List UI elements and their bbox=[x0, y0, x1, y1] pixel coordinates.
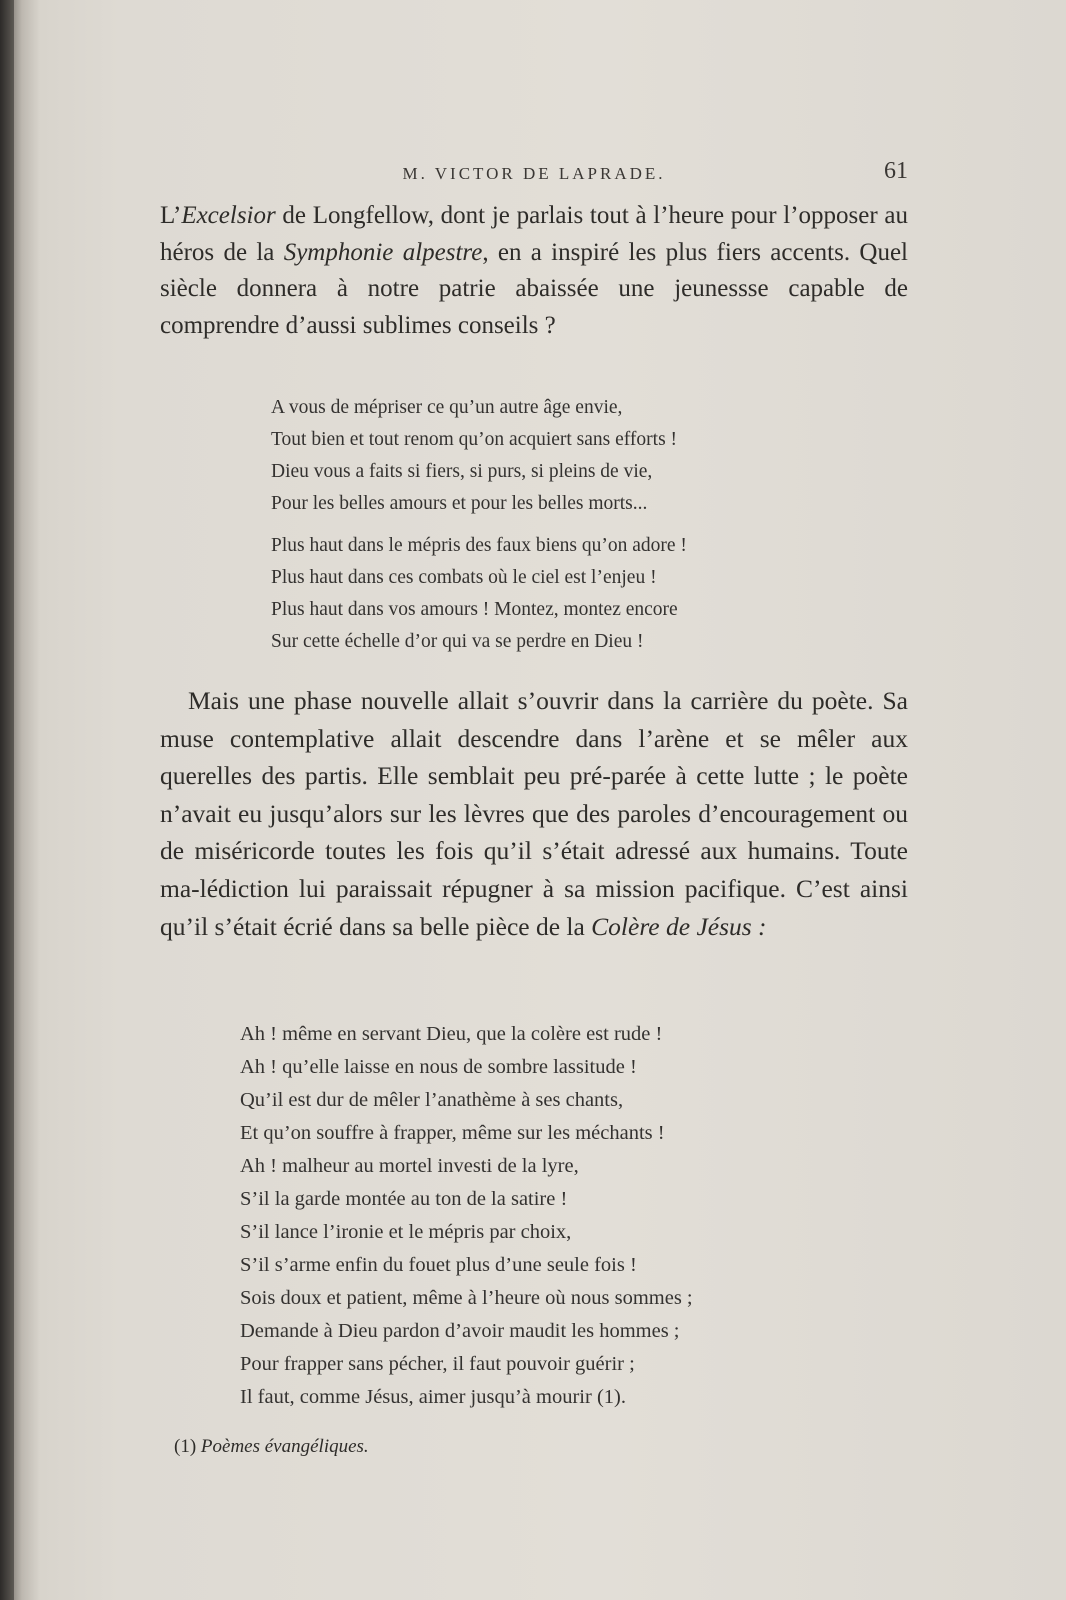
verse-line: S’il s’arme enfin du fouet plus d’une seule fois ! bbox=[240, 1254, 637, 1276]
verse-line: S’il lance l’ironie et le mépris par choix, bbox=[240, 1221, 572, 1243]
verse-line: Et qu’on souffre à frapper, même sur les méchants ! bbox=[240, 1122, 665, 1144]
paragraph-1-text-b: de Longfellow, dont je parlais tout à l’heure pour l’opposer au héros de la bbox=[160, 202, 908, 266]
stanza-2 bbox=[271, 530, 687, 658]
verse-line: Demande à Dieu pardon d’avoir maudit les hommes ; bbox=[240, 1320, 680, 1342]
verse-line: Pour frapper sans pécher, il faut pouvoir guérir ; bbox=[240, 1353, 635, 1375]
verse-line: Pour les belles amours et pour les belles morts... bbox=[271, 493, 648, 514]
paragraph-2-text: Mais une phase nouvelle allait s’ouvrir dans la carrière du poète. Sa muse contemplative allait descendre dans l’arène et se mêler aux querelles des partis. Elle semblait peu pré-parée à cette lutte ; le poète n’avait eu jusqu’alors sur les lèvres que des paroles d’encouragement ou de miséricorde toutes les fois qu’il s’était adressé aux humains. Toute ma-lédiction lui paraissait répugner à sa mission pacifique. C’est ainsi qu’il s’était écrié dans sa belle pièce de la bbox=[160, 686, 908, 941]
spine-shadow bbox=[0, 0, 14, 1600]
paragraph-1-text-a: L’ bbox=[160, 202, 182, 229]
verse-line: Plus haut dans vos amours ! Montez, montez encore bbox=[271, 599, 678, 620]
verse-line: Sois doux et patient, même à l’heure où nous sommes ; bbox=[240, 1287, 693, 1309]
title-excelsior: Excelsior bbox=[181, 202, 276, 229]
verse-line: Ah ! même en servant Dieu, que la colère est rude ! bbox=[240, 1023, 663, 1045]
verse-line: Dieu vous a faits si fiers, si purs, si pleins de vie, bbox=[271, 461, 653, 482]
verse-line: Plus haut dans le mépris des faux biens qu’on adore ! bbox=[271, 535, 687, 556]
stanza-3 bbox=[240, 1018, 693, 1414]
verse-line: S’il la garde montée au ton de la satire ! bbox=[240, 1188, 568, 1210]
footnote bbox=[174, 1436, 369, 1458]
verse-line: Qu’il est dur de mêler l’anathème à ses chants, bbox=[240, 1089, 624, 1111]
page-number: 61 bbox=[884, 158, 908, 184]
paragraph-1-text-c: , en a inspiré les plus fiers accents. Quel siècle donnera à notre patrie abaissée une jeunessse capable de comprendre d’aussi sublimes conseils ? bbox=[160, 238, 908, 339]
verse-line: Ah ! qu’elle laisse en nous de sombre lassitude ! bbox=[240, 1056, 637, 1078]
footnote-title: Poèmes évangéliques. bbox=[200, 1436, 369, 1457]
verse-line: Ah ! malheur au mortel investi de la lyre, bbox=[240, 1155, 579, 1177]
verse-line: Tout bien et tout renom qu’on acquiert sans efforts ! bbox=[271, 429, 678, 450]
verse-line: Plus haut dans ces combats où le ciel est l’enjeu ! bbox=[271, 567, 657, 588]
paragraph-2 bbox=[160, 682, 908, 945]
title-colere-de-jesus: Colère de Jésus : bbox=[591, 911, 767, 941]
stanza-1 bbox=[271, 392, 677, 520]
verse-line: A vous de mépriser ce qu’un autre âge envie, bbox=[271, 397, 623, 418]
title-symphonie-alpestre: Symphonie alpestre bbox=[283, 238, 483, 266]
footnote-marker: (1) bbox=[174, 1436, 197, 1457]
verse-line: Il faut, comme Jésus, aimer jusqu’à mourir (1). bbox=[240, 1386, 626, 1408]
paragraph-1 bbox=[160, 198, 908, 344]
running-head: M. VICTOR DE LAPRADE. bbox=[402, 164, 666, 183]
page-header bbox=[160, 158, 908, 188]
verse-line: Sur cette échelle d’or qui va se perdre en Dieu ! bbox=[271, 631, 644, 652]
